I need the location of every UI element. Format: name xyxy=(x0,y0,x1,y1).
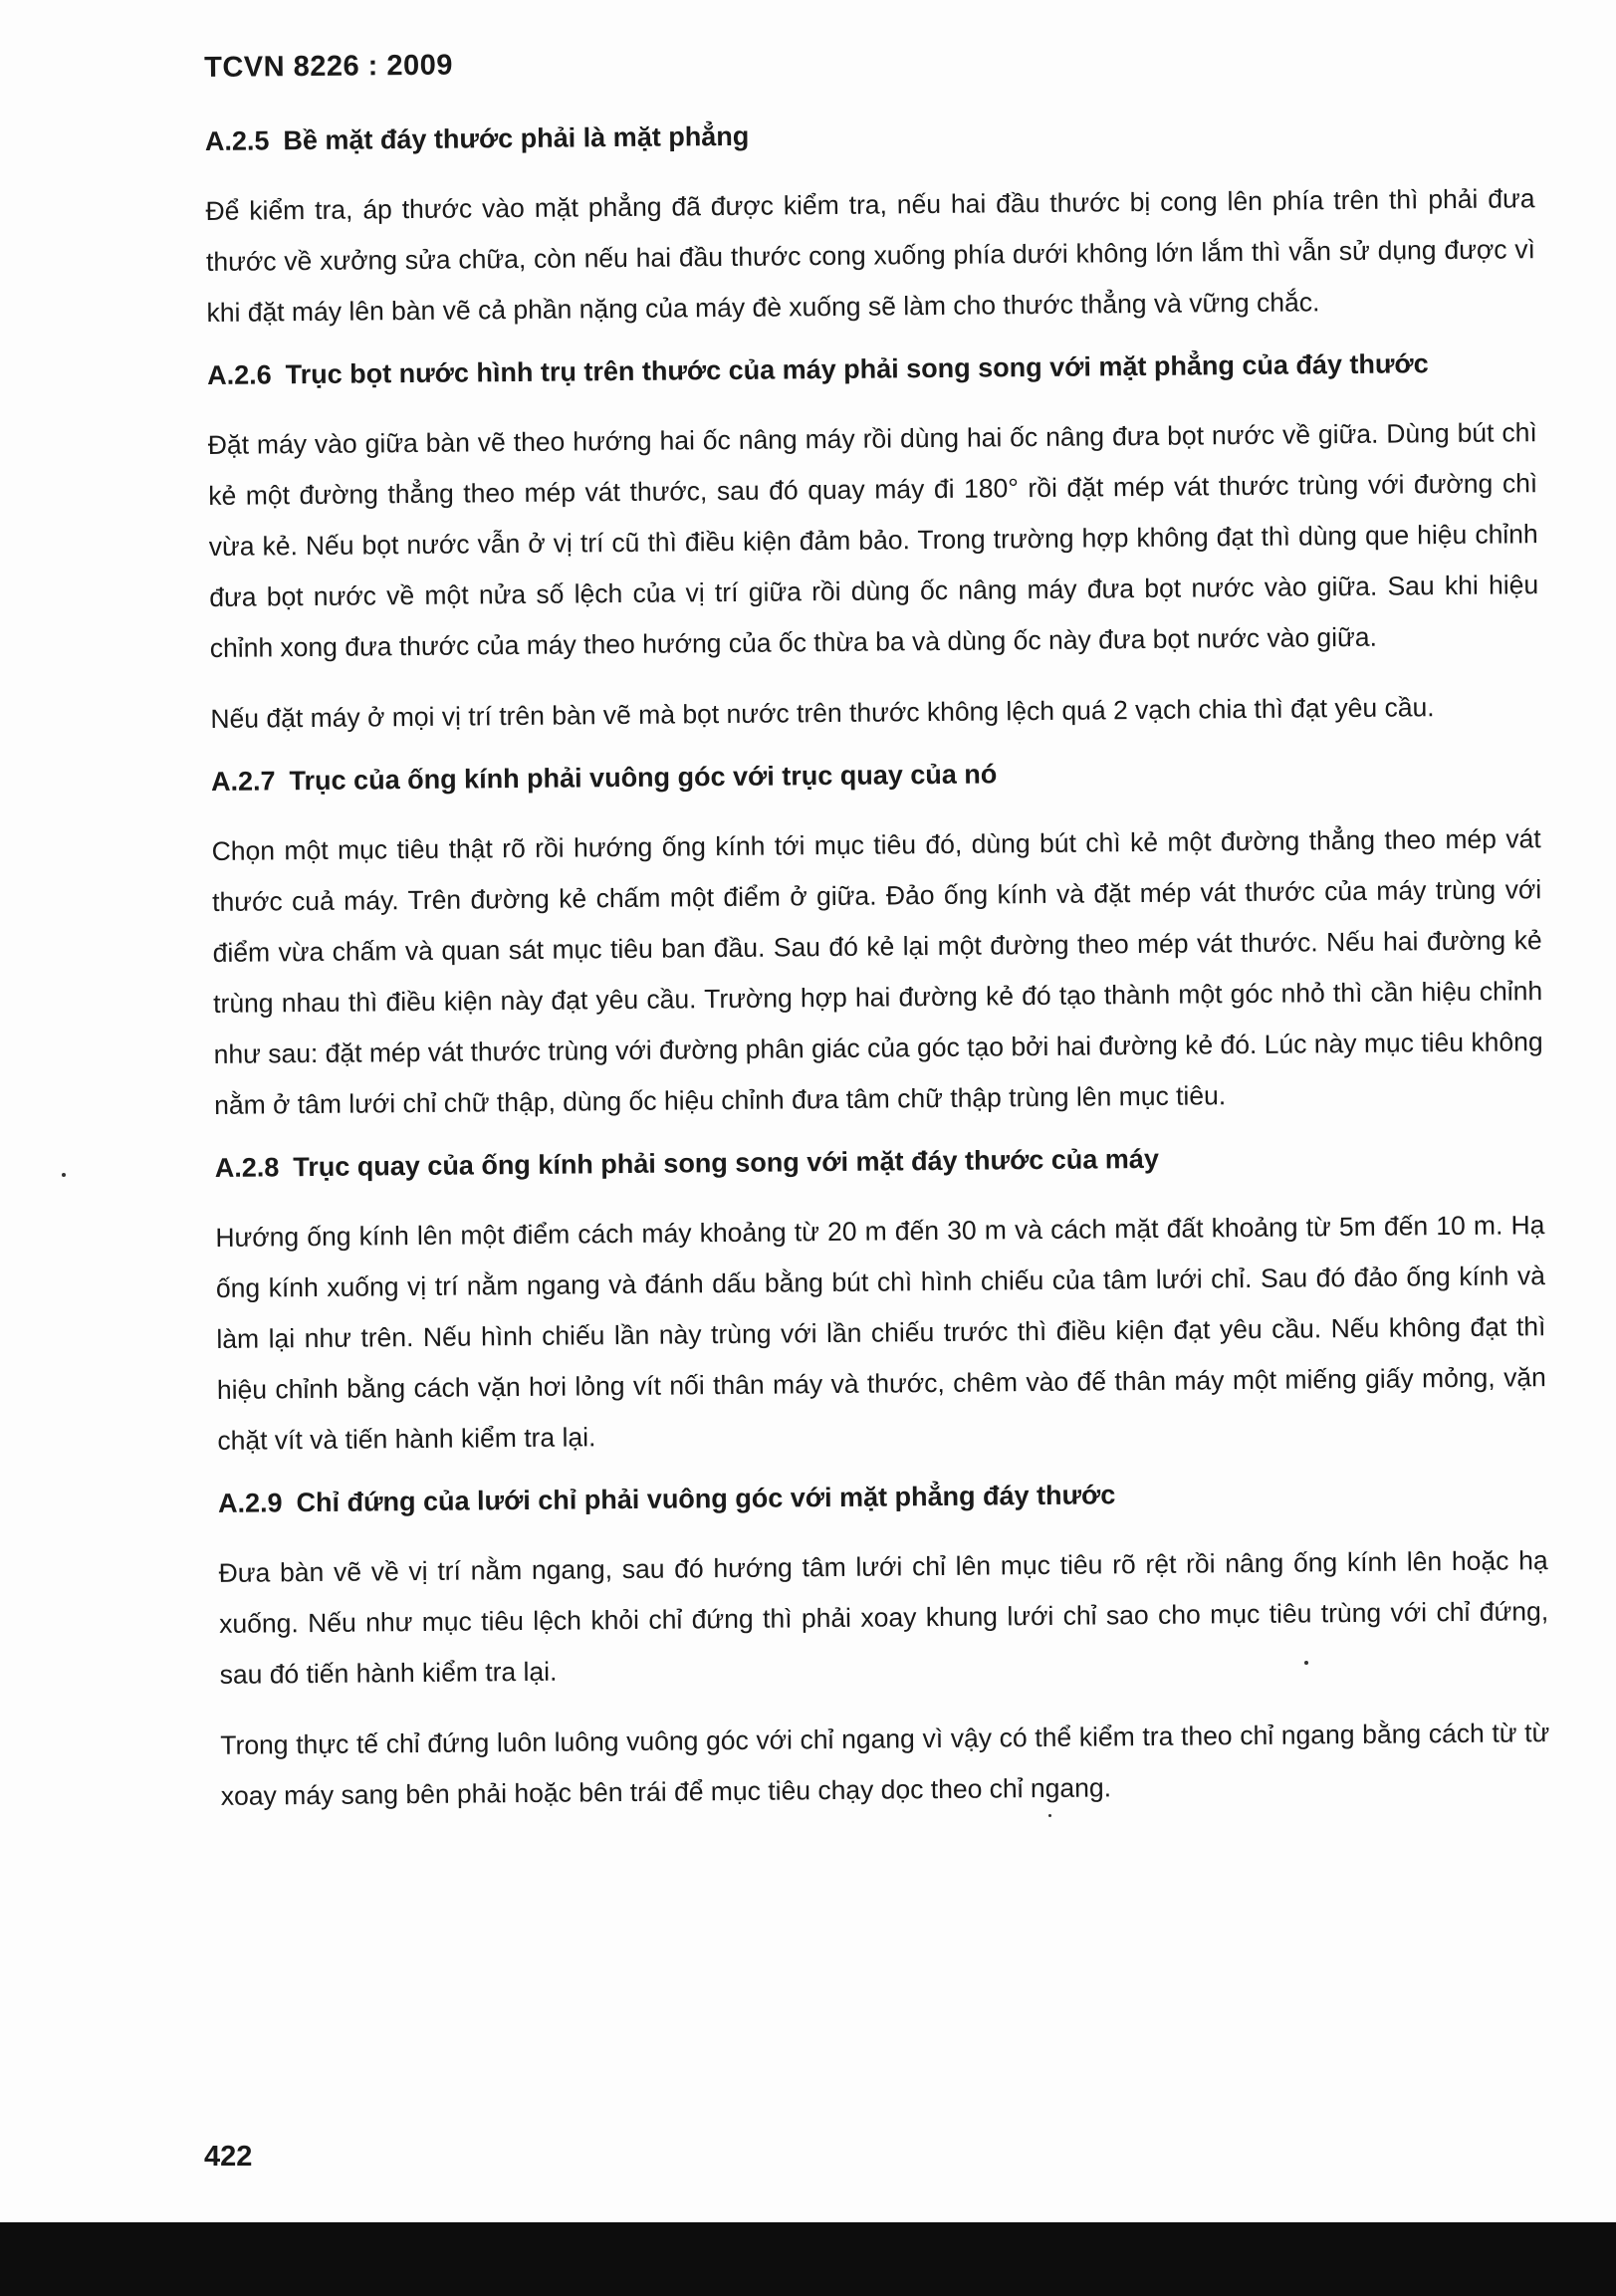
document-header: TCVN 8226 : 2009 xyxy=(204,49,454,84)
section-number: A.2.5 xyxy=(204,125,270,156)
section-a-2-7 xyxy=(211,752,1543,1131)
section-number: A.2.8 xyxy=(214,1152,280,1183)
section-number: A.2.6 xyxy=(206,359,272,390)
paragraph: Để kiểm tra, áp thước vào mặt phẳng đã được kiểm tra, nếu hai đầu thước bị cong lên phía trên thì phải đưa thước về xưởng sửa chữa, còn nếu hai đầu thước cong xuống phía dưới không lớn lắm thì vẫn sử dụng được vì khi đặt máy lên bàn vẽ cả phần nặng của máy đè xuống sẽ làm cho thước thẳng và vững chắc. xyxy=(205,183,1536,328)
section-number: A.2.7 xyxy=(210,766,276,797)
section-title: Trục bọt nước hình trụ trên thước của máy phải song song với mặt phẳng của đáy thước xyxy=(285,348,1429,390)
paragraph: Đưa bàn vẽ về vị trí nằm ngang, sau đó hướng tâm lưới chỉ lên mục tiêu rõ rệt rồi nâng ống kính lên hoặc hạ xuống. Nếu như mục tiêu lệch khỏi chỉ đứng thì phải xoay khung lưới chỉ sao cho mục tiêu trùng với chỉ đứng, sau đó tiến hành kiểm tra lại. xyxy=(218,1545,1549,1690)
paragraph: Hướng ống kính lên một điểm cách máy khoảng từ 20 m đến 30 m và cách mặt đất khoảng từ 5m đến 10 m. Hạ ống kính xuống vị trí nằm ngang và đánh dấu bằng bút chì hình chiếu của tâm lưới chỉ. Sau đó đảo ống kính và làm lại như trên. Nếu hình chiếu lần này trùng với lần chiếu trước thì điều kiện đạt yêu cầu. Nếu không đạt thì hiệu chỉnh bằng cách vặn hơi lỏng vít nối thân máy và thước, chêm vào đế thân máy một miếng giấy mỏng, vặn chặt vít và tiến hành kiểm tra lại. xyxy=(215,1210,1546,1456)
paragraph: Chọn một mục tiêu thật rõ rồi hướng ống kính tới mục tiêu đó, dùng bút chì kẻ một đường thẳng theo mép vát thước cuả máy. Trên đường kẻ chấm một điểm ở giữa. Đảo ống kính và đặt mép vát thước của máy trùng với điểm vừa chấm và quan sát mục tiêu ban đầu. Sau đó kẻ lại một đường theo mép vát thước. Nếu hai đường kẻ trùng nhau thì điều kiện này đạt yêu cầu. Trường hợp hai đường kẻ đó tạo thành một góc nhỏ thì cần hiệu chỉnh như sau: đặt mép vát thước trùng với đường phân giác của góc tạo bởi hai đường kẻ đó. Lúc này mục tiêu không nằm ở tâm lưới chỉ chữ thập, dùng ốc hiệu chỉnh đưa tâm chữ thập trùng lên mục tiêu. xyxy=(211,823,1543,1120)
section-title: Trục quay của ống kính phải song song với mặt đáy thước của máy xyxy=(293,1143,1160,1183)
section-title: Chỉ đứng của lưới chỉ phải vuông góc với mặt phẳng đáy thước xyxy=(296,1480,1116,1518)
scan-speck xyxy=(62,1173,66,1177)
section-title: Bề mặt đáy thước phải là mặt phẳng xyxy=(283,120,750,156)
section-heading xyxy=(215,1138,1544,1185)
section-heading xyxy=(211,752,1540,799)
scan-speck xyxy=(1048,1814,1051,1817)
section-a-2-9 xyxy=(218,1474,1550,1822)
scan-bottom-edge xyxy=(0,2222,1616,2296)
section-title: Trục của ống kính phải vuông góc với trục quay của nó xyxy=(289,759,998,797)
section-a-2-5 xyxy=(205,112,1536,339)
section-a-2-8 xyxy=(215,1138,1547,1467)
page-number: 422 xyxy=(204,2141,253,2173)
paragraph: Nếu đặt máy ở mọi vị trí trên bàn vẽ mà bọt nước trên thước không lệch quá 2 vạch chia thì đạt yêu cầu. xyxy=(210,692,1435,734)
section-heading xyxy=(207,345,1536,392)
paragraph: Trong thực tế chỉ đứng luôn luông vuông góc với chỉ ngang vì vậy có thể kiểm tra theo chỉ ngang bằng cách từ từ xoay máy sang bên phải hoặc bên trái để mục tiêu chạy dọc theo chỉ ngang. xyxy=(220,1718,1550,1811)
page-content xyxy=(204,39,1550,1842)
section-heading xyxy=(218,1474,1547,1520)
section-a-2-6 xyxy=(207,345,1540,745)
section-heading xyxy=(205,112,1534,158)
paragraph: Đặt máy vào giữa bàn vẽ theo hướng hai ốc nâng máy rồi dùng hai ốc nâng đưa bọt nước về giữa. Dùng bút chì kẻ một đường thẳng theo mép vát thước, sau đó quay máy đi 180° rồi đặt mép vát thước trùng với đường chì vừa kẻ. Nếu bọt nước vẫn ở vị trí cũ thì điều kiện đảm bảo. Trong trường hợp không đạt thì dùng que hiệu chỉnh đưa bọt nước về một nửa số lệch của vị trí giữa rồi dùng ốc nâng máy đưa bọt nước vào giữa. Sau khi hiệu chỉnh xong đưa thước của máy theo hướng của ốc thừa ba và dùng ốc này đưa bọt nước vào giữa. xyxy=(207,417,1539,663)
scan-speck xyxy=(1304,1661,1308,1665)
section-number: A.2.9 xyxy=(217,1488,283,1518)
